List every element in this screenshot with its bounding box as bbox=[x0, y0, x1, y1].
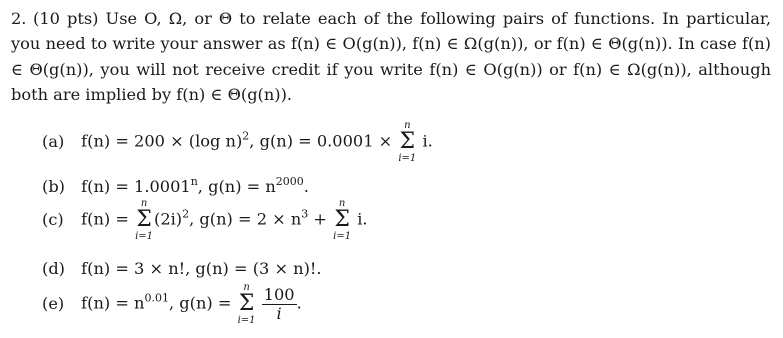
sum-upper: n bbox=[243, 282, 250, 293]
item-c-plus: + bbox=[308, 209, 333, 229]
item-label: (e) bbox=[42, 293, 65, 313]
sigma-symbol: Σ bbox=[334, 207, 350, 232]
item-label: (a) bbox=[42, 131, 65, 151]
item-d bbox=[42, 259, 322, 278]
sum-upper: n bbox=[338, 198, 346, 209]
sum-upper: n bbox=[140, 198, 148, 209]
item-e-exp: 0.01 bbox=[144, 291, 169, 305]
item-a-mid: , g(n) = 0.0001 × bbox=[249, 131, 398, 151]
item-a-lhs: f(n) = 200 × (log n) bbox=[81, 131, 243, 151]
item-e-lhs: f(n) = n bbox=[81, 293, 145, 313]
sigma-symbol: Σ bbox=[238, 291, 255, 316]
sum-lower: i=1 bbox=[135, 231, 154, 242]
item-c-lhs: f(n) = bbox=[81, 209, 135, 229]
item-e-mid: , g(n) = bbox=[168, 293, 237, 313]
item-b-tail: . bbox=[303, 177, 309, 196]
item-b-mid: , g(n) = n bbox=[197, 177, 276, 196]
item-label: (d) bbox=[42, 259, 65, 278]
item-c-mid: , g(n) = 2 × n bbox=[189, 209, 302, 229]
sigma-symbol: Σ bbox=[399, 129, 416, 154]
item-c-exp: 2 bbox=[182, 207, 190, 221]
sum-upper: n bbox=[404, 120, 411, 131]
sum-lower: i=1 bbox=[398, 153, 417, 164]
summation bbox=[238, 282, 256, 326]
item-b bbox=[42, 175, 309, 196]
item-a-exp: 2 bbox=[242, 129, 250, 143]
fraction-numerator: 100 bbox=[263, 285, 295, 304]
item-a-tail: i. bbox=[422, 131, 433, 151]
problem-text: (10 pts) Use O, Ω, or Θ to relate each of the following pairs of functions. In particular, you need to write your answer as f(n) ∈ O(g(n)), f(n) ∈ Ω(g(n)), or f(n) ∈ Θ(g(n)). In case f(n) ∈ Θ(g(n)), you will not receive credit if you write f(n) ∈ O(g(n)) or f(n) ∈ Ω(g(n)), although both are implied by f(n) ∈ Θ(g(n)). bbox=[11, 9, 771, 104]
fraction bbox=[262, 286, 297, 322]
sum-lower: i=1 bbox=[237, 315, 256, 326]
item-c bbox=[42, 198, 368, 242]
item-label: (b) bbox=[42, 177, 65, 196]
item-label: (c) bbox=[42, 209, 64, 229]
item-c-body: (2i) bbox=[154, 209, 183, 229]
item-a bbox=[42, 120, 433, 164]
sum-lower: i=1 bbox=[333, 231, 352, 242]
summation bbox=[135, 198, 153, 242]
item-c-tail: i. bbox=[357, 209, 368, 229]
summation bbox=[398, 120, 416, 164]
problem-number: 2. bbox=[11, 9, 27, 28]
item-d-lhs: f(n) = 3 × n!, g(n) = (3 × n)!. bbox=[81, 259, 322, 278]
item-e-tail: . bbox=[296, 293, 302, 313]
problem-statement bbox=[11, 6, 771, 107]
summation bbox=[333, 198, 351, 242]
item-e bbox=[42, 282, 302, 326]
item-c-exp2: 3 bbox=[301, 207, 309, 221]
fraction-denominator: i bbox=[276, 304, 282, 323]
item-b-exp2: 2000 bbox=[275, 175, 304, 188]
item-b-lhs: f(n) = 1.0001 bbox=[81, 177, 191, 196]
item-b-exp: n bbox=[190, 175, 198, 188]
sigma-symbol: Σ bbox=[136, 207, 152, 232]
